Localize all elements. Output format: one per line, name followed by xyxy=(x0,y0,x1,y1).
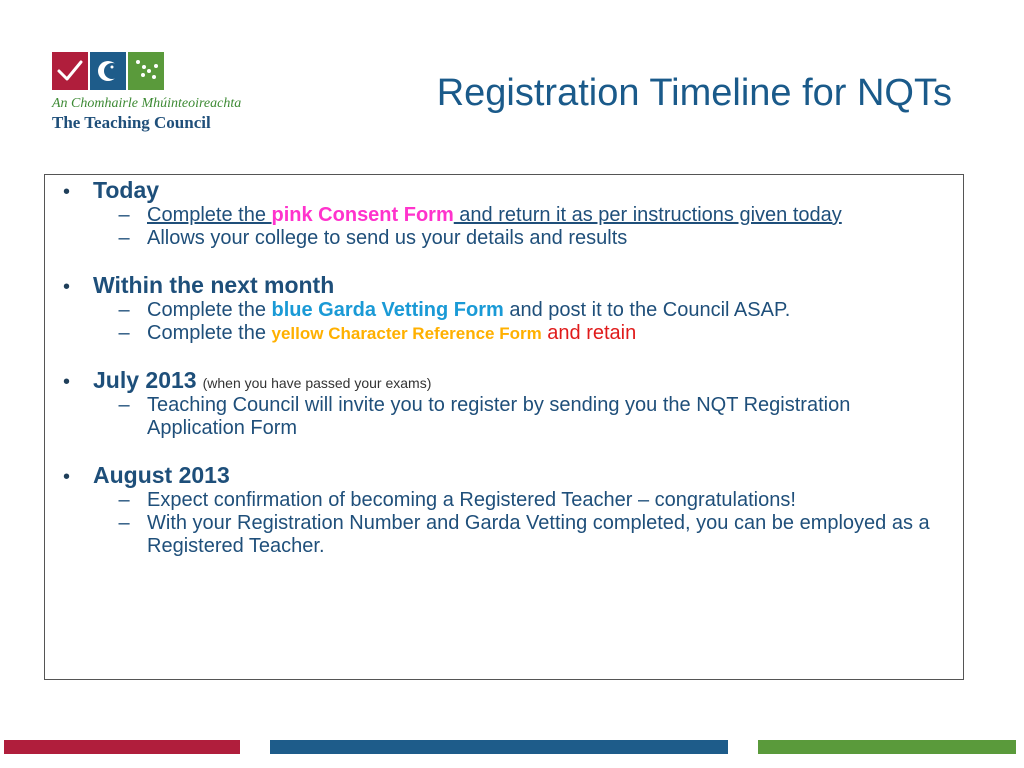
sub-item-post: and retain xyxy=(541,322,637,344)
footer-bar-red xyxy=(4,740,240,754)
sub-item xyxy=(103,394,941,440)
bullet-icon: • xyxy=(63,276,71,298)
teaching-council-logo xyxy=(52,52,312,136)
dash-icon: – xyxy=(118,227,130,249)
dash-icon: – xyxy=(118,489,130,511)
sub-item-text: With your Registration Number and Garda Vetting completed, you can be employed as a Registered Teacher. xyxy=(147,512,930,557)
bullet-icon: • xyxy=(63,466,71,488)
sub-item xyxy=(103,512,941,558)
logo-marks xyxy=(52,52,312,90)
section-next-month xyxy=(55,272,941,345)
blue-garda-vetting-form: blue Garda Vetting Form xyxy=(271,299,504,321)
sub-item-text: Teaching Council will invite you to register by sending you the NQT Registration Application Form xyxy=(147,394,851,439)
section-heading: July 2013 xyxy=(93,367,197,393)
sub-item-pre: Complete the xyxy=(147,299,272,321)
logo-irish-name: An Chomhairle Mhúinteoireachta xyxy=(52,96,242,111)
dash-icon: – xyxy=(118,512,130,534)
sub-item-pre: Complete the xyxy=(147,322,272,344)
bullet-item xyxy=(55,177,941,204)
logo-english-name: The Teaching Council xyxy=(52,113,211,132)
sub-item-pre: Complete the xyxy=(147,204,272,226)
bullet-item xyxy=(55,367,941,394)
sub-item xyxy=(103,204,941,227)
slide-title: Registration Timeline for NQTs xyxy=(436,72,952,114)
sub-item xyxy=(103,227,941,250)
sub-item xyxy=(103,299,941,322)
stars-icon xyxy=(128,52,164,90)
section-heading: Today xyxy=(93,177,160,203)
bullet-icon: • xyxy=(63,181,71,203)
bullet-item xyxy=(55,272,941,299)
section-heading: August 2013 xyxy=(93,462,230,488)
section-august-2013 xyxy=(55,462,941,558)
pink-consent-form: pink Consent Form xyxy=(271,204,454,226)
checkmark-icon xyxy=(52,52,88,90)
section-july-2013 xyxy=(55,367,941,440)
sub-item-post: and post it to the Council ASAP. xyxy=(503,299,791,321)
dash-icon: – xyxy=(118,322,130,344)
content-box xyxy=(44,174,964,680)
footer-bar-blue xyxy=(270,740,728,754)
section-today xyxy=(55,177,941,250)
bullet-icon: • xyxy=(63,371,71,393)
dash-icon: – xyxy=(118,299,130,321)
yellow-character-reference-form: yellow Character Reference Form xyxy=(271,324,542,343)
dash-icon: – xyxy=(118,394,130,416)
sub-item-post: and return it as per instructions given today xyxy=(453,204,842,226)
bullet-item xyxy=(55,462,941,489)
sub-item xyxy=(103,322,941,345)
sub-item-text: Allows your college to send us your details and results xyxy=(147,227,628,249)
fish-icon xyxy=(90,52,126,90)
section-heading: Within the next month xyxy=(93,272,335,298)
dash-icon: – xyxy=(118,204,130,226)
sub-item-text: Expect confirmation of becoming a Registered Teacher – congratulations! xyxy=(147,489,796,511)
section-note: (when you have passed your exams) xyxy=(202,375,432,391)
footer-bar-green xyxy=(758,740,1016,754)
sub-item xyxy=(103,489,941,512)
